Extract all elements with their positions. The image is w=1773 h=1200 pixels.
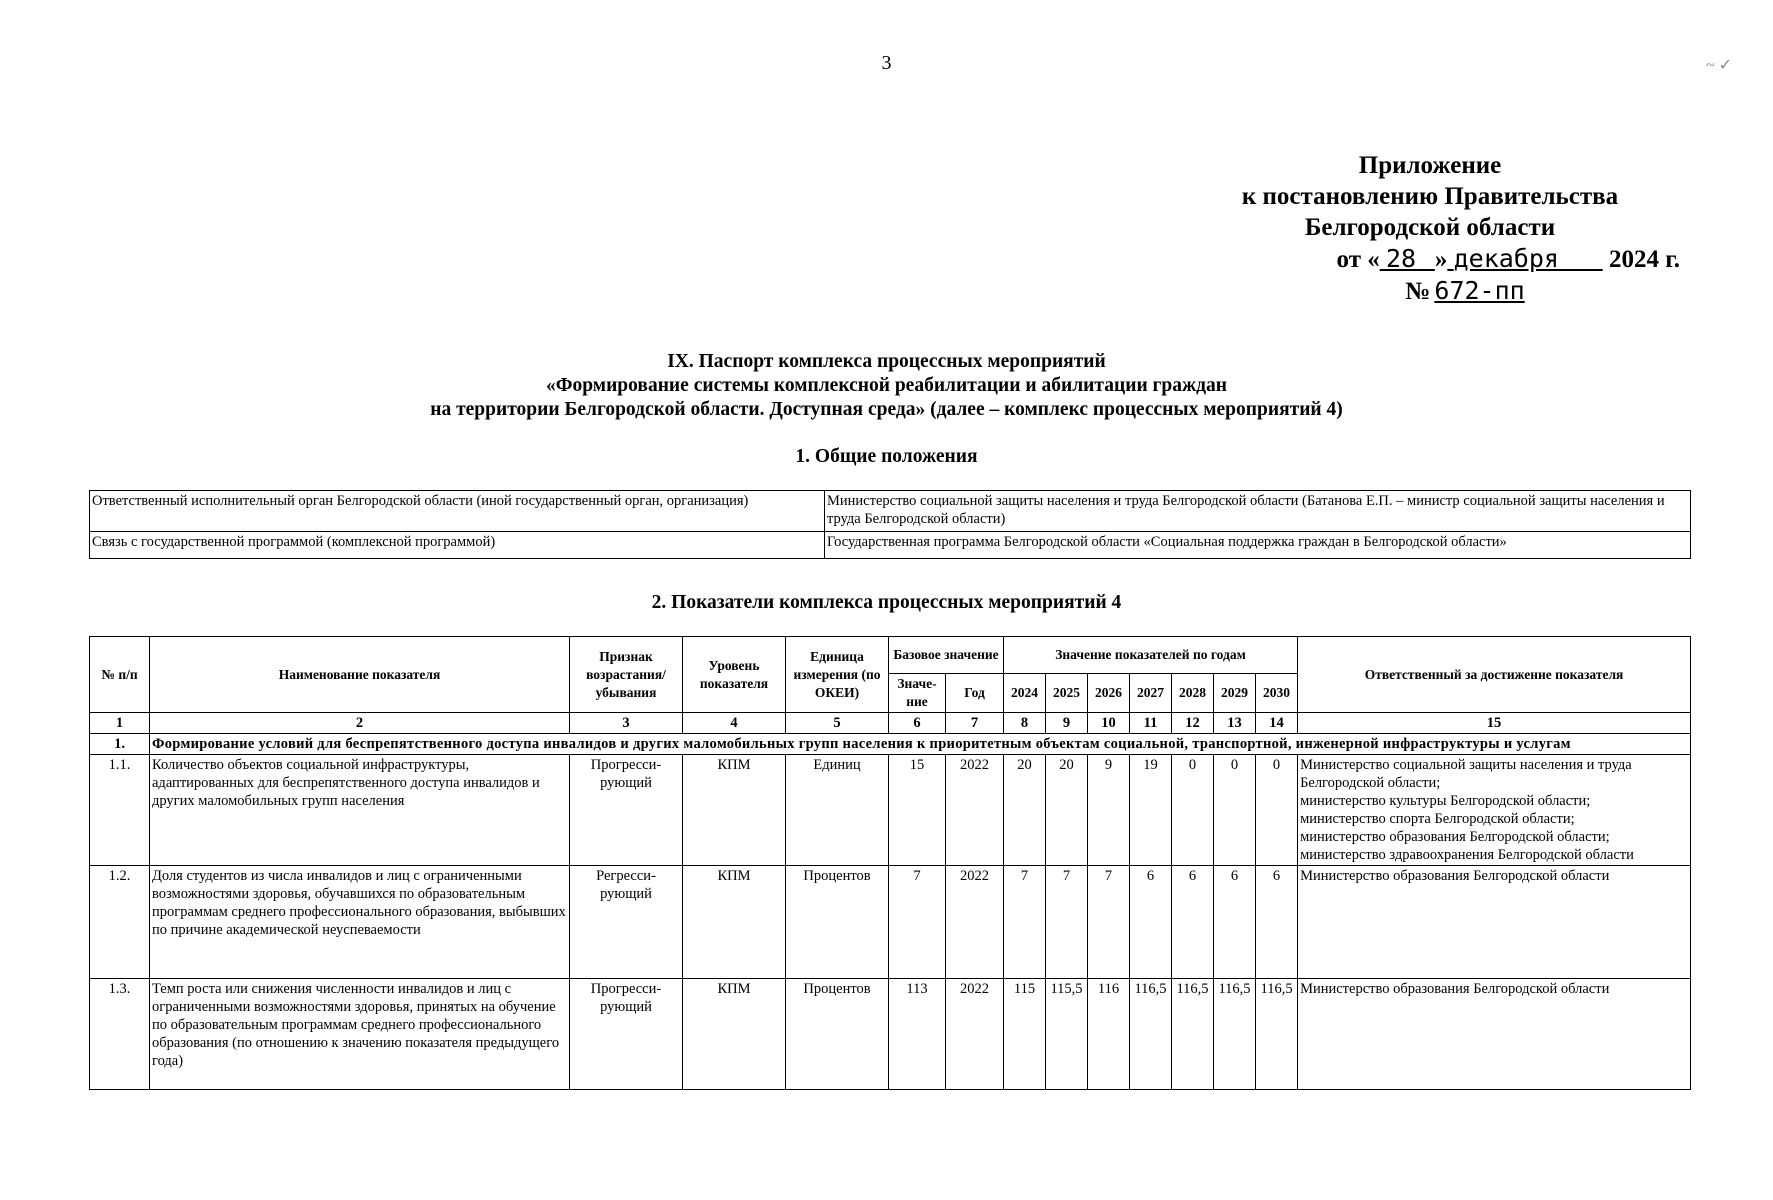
appendix-date: от « 28 » декабря 2024 г.	[1336, 244, 1680, 273]
date-year: 2024 г.	[1608, 246, 1680, 273]
row-value: 19	[1130, 755, 1172, 866]
row-value: 116,5	[1130, 979, 1172, 1090]
header-year: 2029	[1214, 674, 1256, 713]
row-responsible: Министерство образования Белгородской области	[1298, 979, 1691, 1090]
row-name: Количество объектов социальной инфраструктуры, адаптированных для беспрепятственного доступа инвалидов и других маломобильных групп населения	[150, 755, 570, 866]
col-number: 9	[1046, 713, 1088, 734]
row-value: 6	[1172, 866, 1214, 979]
row-level: КПМ	[683, 866, 786, 979]
col-number: 15	[1298, 713, 1691, 734]
row-responsible: Министерство социальной защиты населения и труда Белгородской области; министерство культуры Белгородской области; министерство спорта Белгородской области; министерство образования Белгородской области; министерство здравоохранения Белгородской области	[1298, 755, 1691, 866]
row-value: 20	[1004, 755, 1046, 866]
row-value: 116,5	[1214, 979, 1256, 1090]
row-value: 116,5	[1256, 979, 1298, 1090]
table-row	[90, 532, 1691, 559]
header-unit: Единица измерения (по ОКЕИ)	[786, 637, 889, 713]
row-num: 1.3.	[90, 979, 150, 1090]
row-level: КПМ	[683, 979, 786, 1090]
row-value: 7	[1004, 866, 1046, 979]
appendix-title: Приложение	[1358, 152, 1502, 179]
table-row	[90, 755, 1691, 866]
row-trend: Прогресси-рующий	[570, 755, 683, 866]
header-responsible: Ответственный за достижение показателя	[1298, 637, 1691, 713]
page-number: 3	[881, 52, 892, 74]
column-numbers-row	[90, 713, 1691, 734]
col-number: 2	[150, 713, 570, 734]
header-base-value: Значе-ние	[889, 674, 946, 713]
col-number: 6	[889, 713, 946, 734]
group-num: 1.	[90, 734, 150, 755]
row-name: Доля студентов из числа инвалидов и лиц с ограниченными возможностями здоровья, обучавшихся по образовательным программам среднего профессионального образования, выбывших по причине академической неуспеваемости	[150, 866, 570, 979]
row-unit: Процентов	[786, 979, 889, 1090]
col-number: 3	[570, 713, 683, 734]
row-value: 116	[1088, 979, 1130, 1090]
row-value: 9	[1088, 755, 1130, 866]
general-label: Ответственный исполнительный орган Белгородской области (иной государственный орган, организация)	[90, 491, 825, 532]
col-number: 7	[946, 713, 1004, 734]
header-trend: Признак возрастания/ убывания	[570, 637, 683, 713]
header-base: Базовое значение	[889, 637, 1004, 674]
general-table	[89, 490, 1691, 559]
appendix-block	[1180, 150, 1680, 307]
row-base-year: 2022	[946, 755, 1004, 866]
header-level: Уровень показателя	[683, 637, 786, 713]
header-base-year: Год	[946, 674, 1004, 713]
row-base-year: 2022	[946, 866, 1004, 979]
header-num: № п/п	[90, 637, 150, 713]
margin-mark: ~ ✓	[1706, 57, 1733, 74]
indicators-table	[89, 636, 1691, 1090]
row-value: 0	[1256, 755, 1298, 866]
header-year: 2026	[1088, 674, 1130, 713]
header-year: 2025	[1046, 674, 1088, 713]
row-base-year: 2022	[946, 979, 1004, 1090]
col-number: 8	[1004, 713, 1046, 734]
row-value: 0	[1172, 755, 1214, 866]
number-value: 672-пп	[1434, 276, 1525, 305]
row-name: Темп роста или снижения численности инвалидов и лиц с ограниченными возможностями здоровья, принятых на обучение по образовательным программам среднего профессионального образования (по отношению к значению показателя предыдущего года)	[150, 979, 570, 1090]
group-row	[90, 734, 1691, 755]
row-trend: Прогресси-рующий	[570, 979, 683, 1090]
row-responsible: Министерство образования Белгородской области	[1298, 866, 1691, 979]
passport-title: IX. Паспорт комплекса процессных мероприятий «Формирование системы комплексной реабилитации и абилитации граждан на территории Белгородской области. Доступная среда» (далее – комплекс процессных мероприятий 4)	[430, 351, 1343, 420]
date-day: 28	[1385, 244, 1417, 273]
col-number: 13	[1214, 713, 1256, 734]
row-value: 6	[1256, 866, 1298, 979]
header-year: 2024	[1004, 674, 1046, 713]
row-num: 1.2.	[90, 866, 150, 979]
row-unit: Процентов	[786, 866, 889, 979]
indicators-heading: 2. Показатели комплекса процессных мероприятий 4	[651, 592, 1122, 613]
general-label: Связь с государственной программой (комплексной программой)	[90, 532, 825, 559]
col-number: 10	[1088, 713, 1130, 734]
row-base-value: 113	[889, 979, 946, 1090]
header-years-group: Значение показателей по годам	[1004, 637, 1298, 674]
col-number: 5	[786, 713, 889, 734]
header-name: Наименование показателя	[150, 637, 570, 713]
header-row	[90, 637, 1691, 674]
header-year: 2028	[1172, 674, 1214, 713]
general-heading: 1. Общие положения	[795, 446, 978, 467]
row-value: 6	[1214, 866, 1256, 979]
general-value: Государственная программа Белгородской области «Социальная поддержка граждан в Белгородской области»	[825, 532, 1691, 559]
row-base-value: 7	[889, 866, 946, 979]
row-unit: Единиц	[786, 755, 889, 866]
general-value: Министерство социальной защиты населения и труда Белгородской области (Батанова Е.П. – министр социальной защиты населения и труда Белгородской области)	[825, 491, 1691, 532]
col-number: 11	[1130, 713, 1172, 734]
row-value: 6	[1130, 866, 1172, 979]
row-value: 7	[1046, 866, 1088, 979]
header-year: 2027	[1130, 674, 1172, 713]
table-row	[90, 979, 1691, 1090]
row-value: 116,5	[1172, 979, 1214, 1090]
col-number: 1	[90, 713, 150, 734]
header-year: 2030	[1256, 674, 1298, 713]
row-value: 20	[1046, 755, 1088, 866]
date-month: декабря	[1453, 244, 1559, 273]
col-number: 14	[1256, 713, 1298, 734]
group-title: Формирование условий для беспрепятственного доступа инвалидов и других маломобильных групп населения к приоритетным объектам социальной, транспортной, инженерной инфраструктуры и услугам	[150, 734, 1691, 755]
appendix-number: № 672-пп	[1405, 276, 1525, 305]
appendix-region: Белгородской области	[1304, 214, 1556, 241]
row-trend: Регресси-рующий	[570, 866, 683, 979]
row-value: 0	[1214, 755, 1256, 866]
row-level: КПМ	[683, 755, 786, 866]
table-row	[90, 491, 1691, 532]
appendix-resolution: к постановлению Правительства	[1241, 183, 1619, 210]
col-number: 12	[1172, 713, 1214, 734]
table-row	[90, 866, 1691, 979]
row-value: 115,5	[1046, 979, 1088, 1090]
row-base-value: 15	[889, 755, 946, 866]
row-value: 115	[1004, 979, 1046, 1090]
row-value: 7	[1088, 866, 1130, 979]
row-num: 1.1.	[90, 755, 150, 866]
col-number: 4	[683, 713, 786, 734]
